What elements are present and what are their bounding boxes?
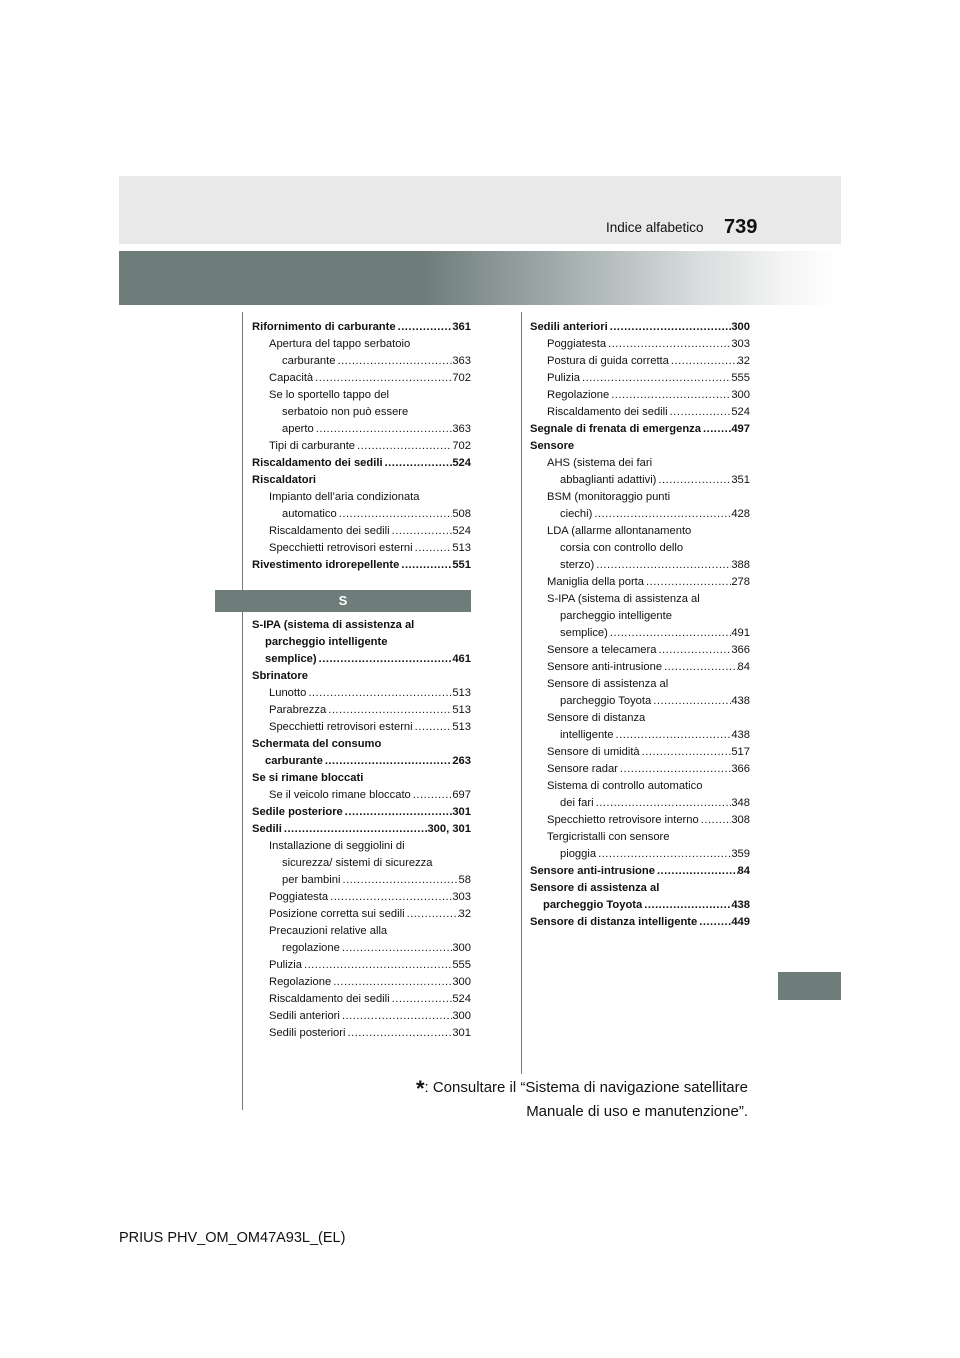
index-entry-page: 58 xyxy=(458,874,471,886)
index-entry xyxy=(252,889,471,906)
index-entry xyxy=(530,574,750,591)
index-entry xyxy=(252,523,471,540)
index-entry-page: 363 xyxy=(452,355,471,367)
index-entry xyxy=(530,625,750,642)
leader-dots xyxy=(328,889,452,906)
index-entry-text: parcheggio intelligente xyxy=(265,636,388,648)
index-entry-text: Sensore anti-intrusione xyxy=(547,661,663,673)
index-entry-page: 308 xyxy=(731,814,750,826)
letter-heading-s: S xyxy=(215,590,471,612)
index-entry-text: semplice) xyxy=(560,627,608,639)
index-entry-text: dei fari xyxy=(560,797,594,809)
leader-dots xyxy=(701,421,731,438)
index-entry xyxy=(530,438,750,455)
leader-dots xyxy=(343,804,453,821)
index-entry-page: 513 xyxy=(452,721,471,733)
index-entry-text: Sensore di distanza xyxy=(547,712,646,724)
index-entry-text: parcheggio Toyota xyxy=(543,899,643,911)
leader-dots xyxy=(282,821,428,838)
index-entry-text: Apertura del tappo serbatoio xyxy=(269,338,411,350)
footnote-line2: Manuale di uso e manutenzione”. xyxy=(526,1103,748,1120)
index-entry-text: Sensore radar xyxy=(547,763,618,775)
index-entry xyxy=(530,897,750,914)
index-entry xyxy=(530,727,750,744)
index-entry-text: Se il veicolo rimane bloccato xyxy=(269,789,411,801)
leader-dots xyxy=(317,651,453,668)
index-entry xyxy=(252,991,471,1008)
index-entry xyxy=(252,472,471,489)
index-entry-page: 497 xyxy=(731,423,750,435)
index-entry-page: 461 xyxy=(452,653,471,665)
index-entry xyxy=(252,421,471,438)
index-entry-text: regolazione xyxy=(282,942,340,954)
index-entry xyxy=(530,846,750,863)
index-entry-page: 524 xyxy=(452,457,471,469)
leader-dots xyxy=(594,557,731,574)
index-entry-page: 517 xyxy=(731,746,750,758)
index-entry xyxy=(252,404,471,421)
index-entry-page: 524 xyxy=(731,406,750,418)
leader-dots xyxy=(651,693,731,710)
index-entry xyxy=(530,336,750,353)
leader-dots xyxy=(608,625,731,642)
index-entry xyxy=(252,685,471,702)
index-entry-page: 513 xyxy=(452,704,471,716)
index-entry-page: 300 xyxy=(731,321,750,333)
leader-dots xyxy=(306,685,452,702)
index-entry-text: Precauzioni relative alla xyxy=(269,925,388,937)
index-entry-page: 551 xyxy=(452,559,471,571)
index-entry-page: 524 xyxy=(452,525,471,537)
index-entry-page: 449 xyxy=(731,916,750,928)
index-entry xyxy=(252,540,471,557)
index-entry-page: 366 xyxy=(731,644,750,656)
index-entry xyxy=(530,880,750,897)
leader-dots xyxy=(580,370,731,387)
index-entry xyxy=(530,693,750,710)
leader-dots xyxy=(618,761,731,778)
index-entry xyxy=(530,676,750,693)
leader-dots xyxy=(323,753,453,770)
leader-dots xyxy=(313,370,452,387)
index-entry-page: 555 xyxy=(731,372,750,384)
leader-dots xyxy=(608,319,732,336)
index-entry-text: Riscaldamento dei sedili xyxy=(252,457,383,469)
index-entry-page: 363 xyxy=(452,423,471,435)
index-entry-text: Se lo sportello tappo del xyxy=(269,389,390,401)
index-entry-page: 263 xyxy=(452,755,471,767)
leader-dots xyxy=(390,523,453,540)
index-entry-page: 513 xyxy=(452,687,471,699)
leader-dots xyxy=(399,557,452,574)
leader-dots xyxy=(405,906,459,923)
index-entry-text: Specchietti retrovisori esterni xyxy=(269,721,413,733)
index-entry xyxy=(252,787,471,804)
index-entry xyxy=(530,404,750,421)
index-entry-text: Tipi di carburante xyxy=(269,440,356,452)
index-entry xyxy=(252,506,471,523)
index-entry-text: Maniglia della porta xyxy=(547,576,645,588)
index-entry xyxy=(530,829,750,846)
leader-dots xyxy=(383,455,453,472)
left-margin-line xyxy=(242,312,243,1110)
index-entry-page: 359 xyxy=(731,848,750,860)
index-entry xyxy=(252,1025,471,1042)
index-entry-text: sterzo) xyxy=(560,559,595,571)
index-entry-page: 508 xyxy=(452,508,471,520)
index-entry-text: Pulizia xyxy=(269,959,302,971)
index-entry-page: 303 xyxy=(731,338,750,350)
index-entry-text: BSM (monitoraggio punti xyxy=(547,491,671,503)
index-column-right xyxy=(530,319,750,931)
chapter-side-tab xyxy=(778,972,841,1000)
index-entry-text: Postura di guida corretta xyxy=(547,355,669,367)
index-entry-text: Riscaldamento dei sedili xyxy=(547,406,668,418)
index-entry xyxy=(252,753,471,770)
leader-dots xyxy=(609,387,731,404)
index-entry xyxy=(530,523,750,540)
index-entry-page: 278 xyxy=(731,576,750,588)
index-entry-page: 702 xyxy=(452,440,471,452)
index-entry xyxy=(252,387,471,404)
index-entry xyxy=(530,489,750,506)
index-entry xyxy=(252,957,471,974)
index-entry-text: Sbrinatore xyxy=(252,670,308,682)
index-entry-page: 491 xyxy=(731,627,750,639)
index-entry-text: Se si rimane bloccati xyxy=(252,772,364,784)
index-entry-text: Poggiatesta xyxy=(269,891,329,903)
index-entry xyxy=(252,702,471,719)
index-entry xyxy=(530,421,750,438)
index-entry xyxy=(252,804,471,821)
index-entry-page: 303 xyxy=(452,891,471,903)
index-entry-text: Impianto dell’aria condizionata xyxy=(269,491,420,503)
leader-dots xyxy=(662,659,737,676)
index-entry xyxy=(252,438,471,455)
leader-dots xyxy=(644,574,731,591)
index-entry-text: LDA (allarme allontanamento xyxy=(547,525,692,537)
index-entry-text: Posizione corretta sui sedili xyxy=(269,908,405,920)
column-divider-line xyxy=(521,312,522,1074)
index-entry xyxy=(252,557,471,574)
index-entry xyxy=(252,353,471,370)
section-title: Indice alfabetico xyxy=(606,220,704,235)
index-entry-text: Installazione di seggiolini di xyxy=(269,840,405,852)
leader-dots xyxy=(411,787,453,804)
index-entry-text: Poggiatesta xyxy=(547,338,607,350)
index-entry xyxy=(530,455,750,472)
index-entry xyxy=(252,855,471,872)
index-entry xyxy=(530,710,750,727)
index-entry-text: automatico xyxy=(282,508,337,520)
index-entry xyxy=(530,761,750,778)
index-entry xyxy=(252,617,471,634)
index-entry-page: 300, 301 xyxy=(427,823,471,835)
index-entry xyxy=(530,914,750,931)
index-entry-text: Sensore di assistenza al xyxy=(547,678,669,690)
index-entry-text: Sensore di assistenza al xyxy=(530,882,660,894)
leader-dots xyxy=(697,914,731,931)
index-entry xyxy=(530,795,750,812)
leader-dots xyxy=(699,812,732,829)
footnote-star: * xyxy=(415,1076,425,1101)
leader-dots xyxy=(413,719,453,736)
leader-dots xyxy=(337,506,453,523)
index-entry xyxy=(530,506,750,523)
index-entry xyxy=(530,540,750,557)
leader-dots xyxy=(606,336,731,353)
chapter-gradient-bar xyxy=(119,251,841,305)
index-entry-page: 32 xyxy=(458,908,471,920)
index-entry-text: sicurezza/ sistemi di sicurezza xyxy=(282,857,433,869)
index-entry-page: 301 xyxy=(452,1027,471,1039)
index-entry-text: abbaglianti adattivi) xyxy=(560,474,657,486)
leader-dots xyxy=(640,744,732,761)
index-column-left-top xyxy=(252,319,471,574)
leader-dots xyxy=(592,506,731,523)
leader-dots xyxy=(656,472,731,489)
index-entry-page: 555 xyxy=(452,959,471,971)
index-entry-text: Sedili anteriori xyxy=(530,321,608,333)
index-entry-text: Parabrezza xyxy=(269,704,327,716)
index-entry-page: 300 xyxy=(452,1010,471,1022)
leader-dots xyxy=(655,863,738,880)
index-entry-text: Sensore di umidità xyxy=(547,746,640,758)
leader-dots xyxy=(302,957,452,974)
index-entry-text: Sedili anteriori xyxy=(269,1010,340,1022)
index-entry xyxy=(530,778,750,795)
document-code: PRIUS PHV_OM_OM47A93L_(EL) xyxy=(119,1230,346,1246)
index-entry-text: Riscaldamento dei sedili xyxy=(269,525,390,537)
index-entry xyxy=(252,1008,471,1025)
index-entry-page: 388 xyxy=(731,559,750,571)
leader-dots xyxy=(390,991,453,1008)
index-entry-text: serbatoio non può essere xyxy=(282,406,409,418)
index-entry xyxy=(252,489,471,506)
index-entry xyxy=(252,770,471,787)
index-entry-page: 361 xyxy=(452,321,471,333)
index-entry-text: Sensore a telecamera xyxy=(547,644,657,656)
index-entry-text: corsia con controllo dello xyxy=(560,542,684,554)
index-entry xyxy=(252,634,471,651)
index-entry-text: Rifornimento di carburante xyxy=(252,321,396,333)
index-entry xyxy=(252,872,471,889)
leader-dots xyxy=(355,438,452,455)
index-entry xyxy=(252,838,471,855)
index-entry xyxy=(252,336,471,353)
index-entry-page: 366 xyxy=(731,763,750,775)
index-entry-page: 513 xyxy=(452,542,471,554)
index-entry-page: 84 xyxy=(737,661,750,673)
leader-dots xyxy=(340,1008,452,1025)
index-entry-page: 84 xyxy=(737,865,750,877)
leader-dots xyxy=(326,702,452,719)
index-entry-text: Riscaldamento dei sedili xyxy=(269,993,390,1005)
index-entry-text: parcheggio Toyota xyxy=(560,695,652,707)
index-entry-text: Lunotto xyxy=(269,687,307,699)
index-entry-text: Pulizia xyxy=(547,372,580,384)
index-column-left-bottom xyxy=(252,617,471,1042)
index-entry-page: 438 xyxy=(731,695,750,707)
index-entry-text: Sistema di controllo automatico xyxy=(547,780,703,792)
index-entry xyxy=(530,659,750,676)
index-entry-text: Tergicristalli con sensore xyxy=(547,831,670,843)
index-entry-text: Sensore anti-intrusione xyxy=(530,865,655,877)
index-entry-page: 524 xyxy=(452,993,471,1005)
index-entry-text: Rivestimento idrorepellente xyxy=(252,559,400,571)
index-entry xyxy=(252,455,471,472)
leader-dots xyxy=(656,642,731,659)
footnote xyxy=(416,1076,748,1123)
leader-dots xyxy=(396,319,453,336)
index-entry-page: 697 xyxy=(452,789,471,801)
index-entry xyxy=(530,472,750,489)
index-entry xyxy=(530,863,750,880)
index-entry xyxy=(252,736,471,753)
index-entry xyxy=(530,642,750,659)
index-entry-text: S-IPA (sistema di assistenza al xyxy=(252,619,415,631)
index-entry-page: 300 xyxy=(731,389,750,401)
index-entry-text: Sensore di distanza intelligente xyxy=(530,916,698,928)
leader-dots xyxy=(413,540,453,557)
index-entry-text: Riscaldatori xyxy=(252,474,317,486)
index-entry-page: 32 xyxy=(737,355,750,367)
index-entry-page: 351 xyxy=(731,474,750,486)
index-entry-page: 348 xyxy=(731,797,750,809)
leader-dots xyxy=(596,846,731,863)
index-entry-text: Regolazione xyxy=(547,389,610,401)
index-entry xyxy=(530,608,750,625)
index-entry xyxy=(252,940,471,957)
index-entry xyxy=(530,591,750,608)
index-entry-page: 300 xyxy=(452,976,471,988)
index-entry xyxy=(252,370,471,387)
leader-dots xyxy=(345,1025,452,1042)
leader-dots xyxy=(614,727,732,744)
index-entry xyxy=(252,668,471,685)
index-entry-text: S-IPA (sistema di assistenza al xyxy=(547,593,700,605)
index-entry-text: Sedili posteriori xyxy=(269,1027,346,1039)
index-entry xyxy=(252,319,471,336)
leader-dots xyxy=(340,872,458,889)
index-entry-text: Sensore xyxy=(530,440,575,452)
index-entry-text: intelligente xyxy=(560,729,614,741)
leader-dots xyxy=(668,404,732,421)
page-number: 739 xyxy=(724,216,758,238)
index-entry-text: Capacità xyxy=(269,372,314,384)
index-entry xyxy=(252,923,471,940)
index-entry-text: carburante xyxy=(265,755,323,767)
index-entry-text: ciechi) xyxy=(560,508,593,520)
index-entry-page: 438 xyxy=(731,729,750,741)
index-entry-page: 428 xyxy=(731,508,750,520)
index-entry-text: Regolazione xyxy=(269,976,332,988)
index-entry-text: Specchietti retrovisori esterni xyxy=(269,542,413,554)
index-entry xyxy=(530,557,750,574)
index-entry-text: Sedili xyxy=(252,823,282,835)
index-entry-text: pioggia xyxy=(560,848,597,860)
leader-dots xyxy=(331,974,452,991)
index-entry-page: 438 xyxy=(731,899,750,911)
leader-dots xyxy=(340,940,452,957)
index-entry-text: carburante xyxy=(282,355,336,367)
leader-dots xyxy=(336,353,453,370)
index-entry xyxy=(252,719,471,736)
index-entry xyxy=(252,906,471,923)
index-entry-page: 702 xyxy=(452,372,471,384)
index-entry xyxy=(252,974,471,991)
index-entry xyxy=(530,744,750,761)
index-entry-page: 301 xyxy=(452,806,471,818)
index-entry xyxy=(252,651,471,668)
index-entry xyxy=(252,821,471,838)
index-entry-text: parcheggio intelligente xyxy=(560,610,672,622)
leader-dots xyxy=(594,795,732,812)
index-entry xyxy=(530,370,750,387)
leader-dots xyxy=(642,897,731,914)
index-entry-text: Schermata del consumo xyxy=(252,738,382,750)
index-entry xyxy=(530,353,750,370)
leader-dots xyxy=(669,353,738,370)
index-entry xyxy=(530,319,750,336)
index-entry-text: Segnale di frenata di emergenza xyxy=(530,423,701,435)
footnote-line1: : Consultare il “Sistema di navigazione satellitare xyxy=(424,1079,748,1096)
index-entry-text: semplice) xyxy=(265,653,317,665)
index-entry-page: 300 xyxy=(452,942,471,954)
index-entry-text: per bambini xyxy=(282,874,341,886)
leader-dots xyxy=(314,421,453,438)
index-entry-text: Sedile posteriore xyxy=(252,806,343,818)
index-entry-text: aperto xyxy=(282,423,314,435)
index-entry-text: AHS (sistema dei fari xyxy=(547,457,653,469)
index-entry xyxy=(530,812,750,829)
index-entry xyxy=(530,387,750,404)
index-entry-text: Specchietto retrovisore interno xyxy=(547,814,699,826)
